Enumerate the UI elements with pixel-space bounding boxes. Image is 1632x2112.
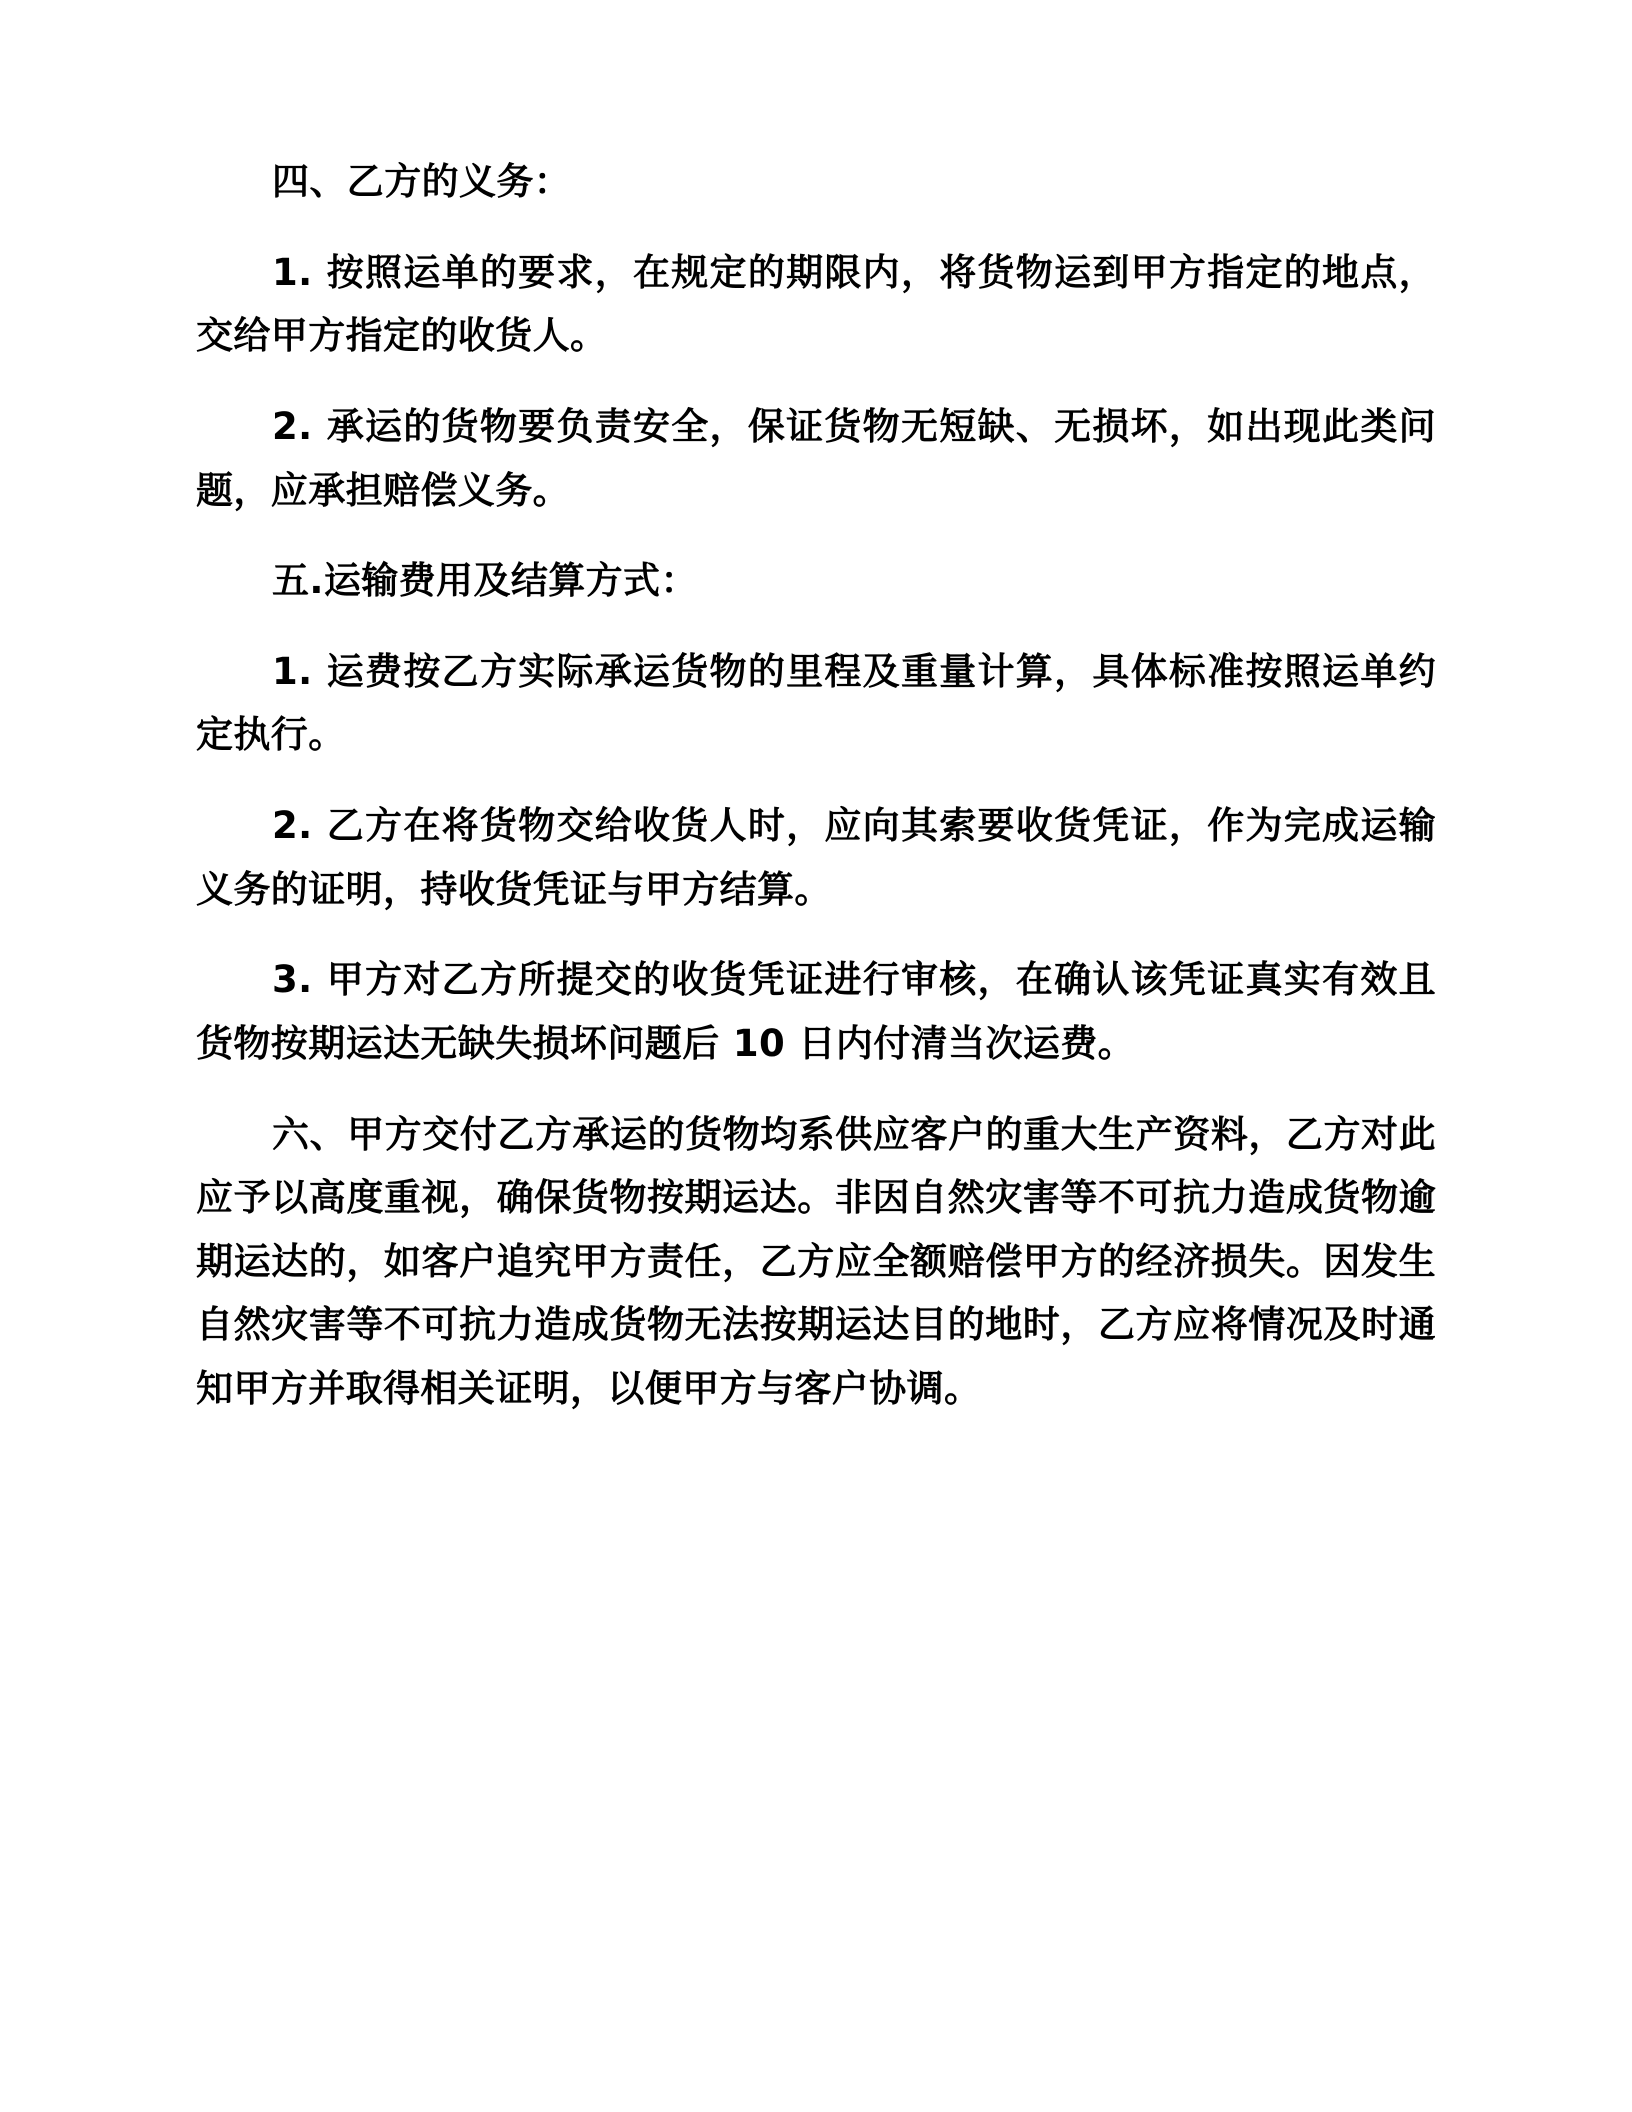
document-body [196,150,1436,1421]
clause-5-1: 1. 运费按乙方实际承运货物的里程及重量计算，具体标准按照运单约定执行。 [196,649,1436,757]
clause-4-1: 1. 按照运单的要求，在规定的期限内，将货物运到甲方指定的地点，交给甲方指定的收货人。 [196,250,1436,358]
clause-4-2: 2. 承运的货物要负责安全，保证货物无短缺、无损坏，如出现此类问题，应承担赔偿义务。 [196,404,1436,512]
clause-5-2: 2. 乙方在将货物交给收货人时，应向其索要收货凭证，作为完成运输义务的证明，持收货凭证与甲方结算。 [196,804,1436,911]
clause-5-3: 3. 甲方对乙方所提交的收货凭证进行审核，在确认该凭证真实有效且货物按期运达无缺失损坏问题后 10 日内付清当次运费。 [196,958,1436,1065]
heading-section-five: 五.运输费用及结算方式： [272,559,698,603]
heading-section-four: 四、乙方的义务： [272,160,572,203]
clause-section-six: 六、甲方交付乙方承运的货物均系供应客户的重大生产资料，乙方对此应予以高度重视，确保货物按期运达。非因自然灾害等不可抗力造成货物逾期运达的，如客户追究甲方责任，乙方应全额赔偿甲方的经济损失。因发生自然灾害等不可抗力造成货物无法按期运达目的地时，乙方应将情况及时通知甲方并取得相关证明，以便甲方与客户协调。 [196,1112,1436,1410]
